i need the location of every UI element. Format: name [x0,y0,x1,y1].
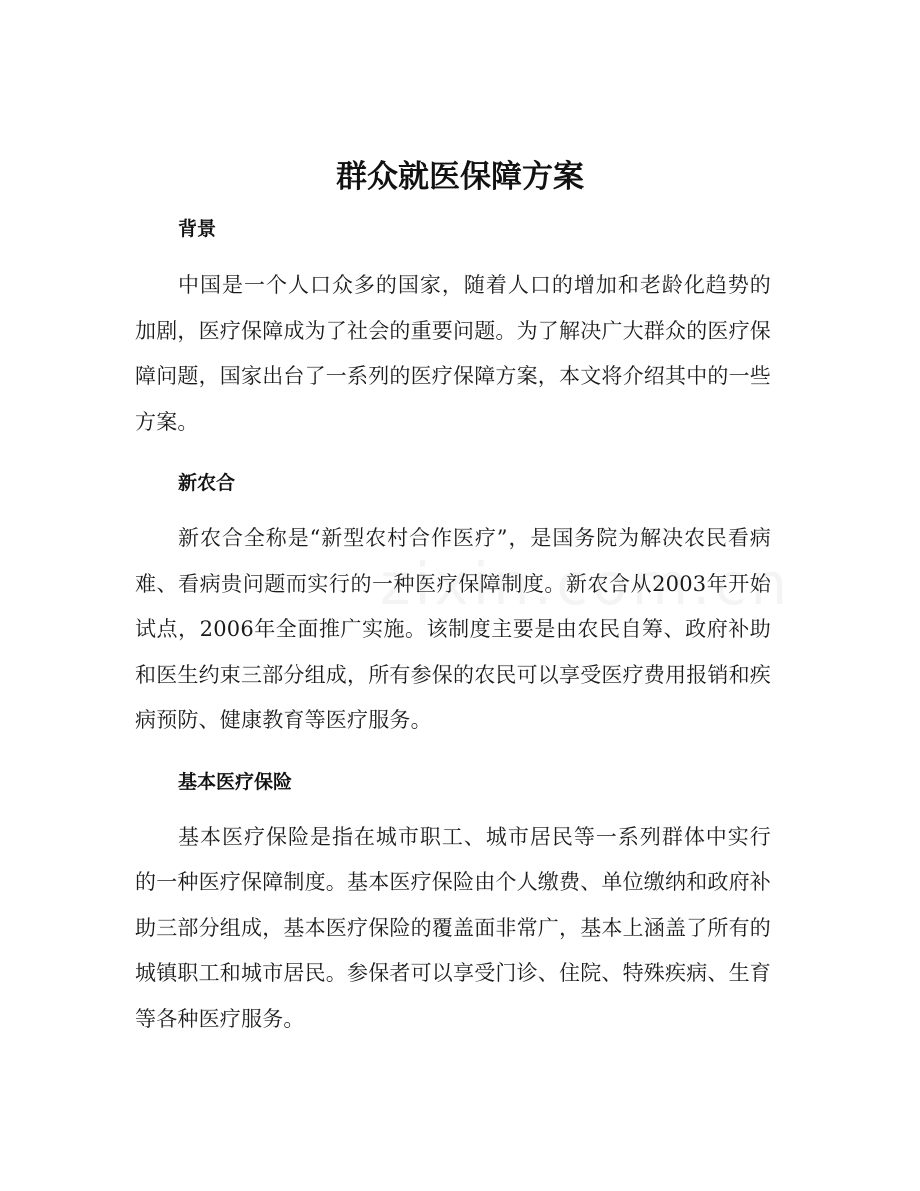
section-paragraph-basic-medical-insurance: 基本医疗保险是指在城市职工、城市居民等一系列群体中实行的一种医疗保障制度。基本医疗保险由个人缴费、单位缴纳和政府补助三部分组成，基本医疗保险的覆盖面非常广，基本上涵盖了所有的城镇职工和城市居民。参保者可以享受门诊、住院、特殊疾病、生育等各种医疗服务。 [135,824,771,1031]
document-body [135,212,771,1042]
section-heading-background: 背景 [178,218,217,240]
section-paragraph-background: 中国是一个人口众多的国家，随着人口的增加和老龄化趋势的加剧，医疗保障成为了社会的重要问题。为了解决广大群众的医疗保障问题，国家出台了一系列的医疗保障方案，本文将介绍其中的一些方案。 [135,273,771,434]
section-basic-medical-insurance [135,765,771,1043]
section-heading-basic-medical-insurance: 基本医疗保险 [178,770,293,793]
section-new-rural-cooperative [135,466,771,744]
section-background [135,212,771,445]
section-paragraph-new-rural-cooperative: 新农合全称是“新型农村合作医疗”，是国务院为解决农民看病难、看病贵问题而实行的一种医疗保障制度。新农合从2003年开始试点，2006年全面推广实施。该制度主要是由农民自筹、政府补助和医生约束三部分组成，所有参保的农民可以享受医疗费用报销和疾病预防、健康教育等医疗服务。 [135,526,771,732]
section-heading-new-rural-cooperative: 新农合 [178,472,236,494]
document-title: 群众就医保障方案 [336,159,584,195]
